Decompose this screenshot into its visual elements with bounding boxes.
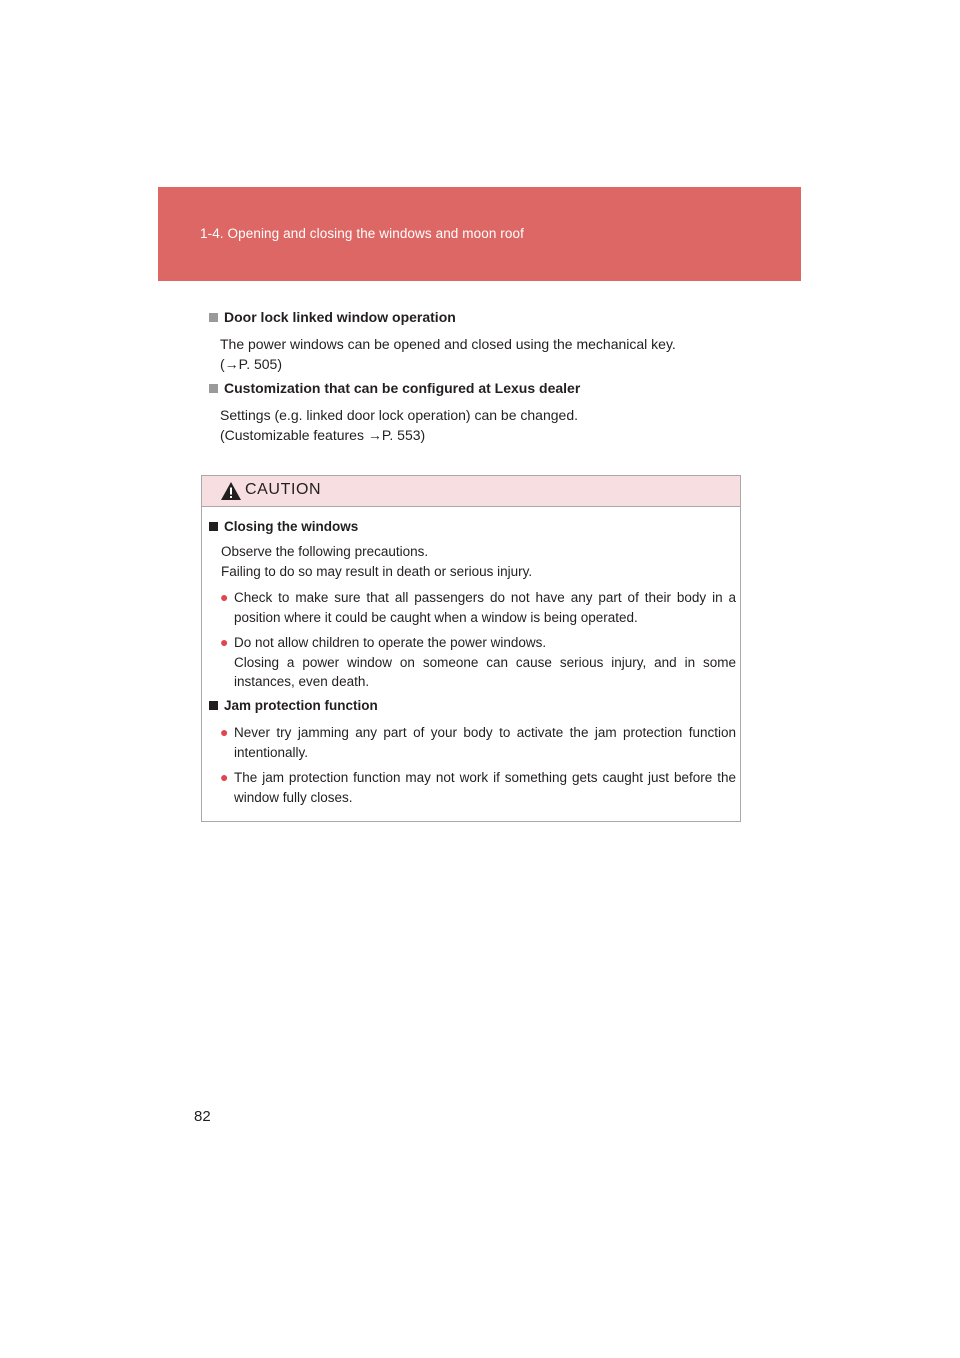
bullet-dot-icon: ● [220,589,229,605]
page-number: 82 [194,1108,211,1125]
bullet-dot-icon: ● [220,724,229,740]
section-title-customization: Customization that can be configured at Lexus dealer [209,380,580,396]
chapter-header [158,187,801,281]
caution-header [202,476,740,507]
bullet-dot-icon: ● [220,634,229,650]
caution-section-title-closing: Closing the windows [209,519,358,534]
section-title-door-lock: Door lock linked window operation [209,309,456,325]
square-bullet-icon [209,384,218,393]
caution-bullet-jamming: ● Never try jamming any part of your body to activate the jam protection function intentionally. [220,724,736,760]
section-body-door-lock: The power windows can be opened and closed using the mechanical key. (→P. 505) [220,336,676,372]
caution-title: CAUTION [245,481,322,498]
square-bullet-icon [209,701,218,710]
chapter-title: 1-4. Opening and closing the windows and moon roof [200,226,524,241]
caution-bullet-jam-fail: ● The jam protection function may not work if something gets caught just before the window fully closes. [220,769,736,805]
caution-intro: Observe the following precautions. Failing to do so may result in death or serious injury. [221,544,533,579]
caution-bullet-passengers: ● Check to make sure that all passengers do not have any part of their body in a position where it could be caught when a window is being operated. [220,589,736,625]
caution-section-title-jam: Jam protection function [209,698,378,713]
square-bullet-icon [209,522,218,531]
caution-box [201,475,741,822]
bullet-dot-icon: ● [220,769,229,785]
square-bullet-icon [209,313,218,322]
warning-triangle-icon [220,481,242,501]
caution-bullet-children: ● Do not allow children to operate the power windows. Closing a power window on someone can cause serious injury, and in some instances, even death. [220,634,736,689]
section-body-customization: Settings (e.g. linked door lock operation) can be changed. (Customizable features →P. 553) [220,407,579,443]
